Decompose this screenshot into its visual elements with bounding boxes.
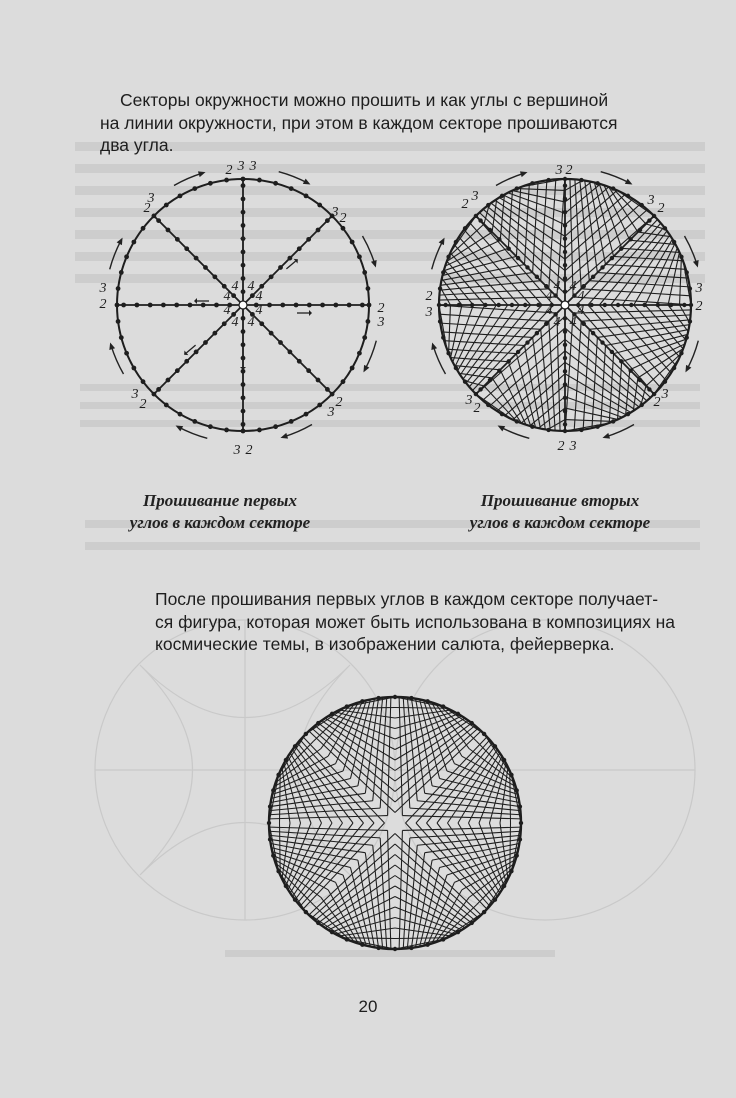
- label-inner-4: 4: [247, 315, 255, 331]
- label-outer: 2: [99, 297, 107, 313]
- label-outer: 2: [657, 201, 665, 217]
- label-inner-4: 4: [577, 303, 585, 319]
- circle-stitch-point: [316, 721, 320, 725]
- circle-stitch-point: [470, 921, 474, 925]
- circle-stitch-point: [271, 853, 275, 857]
- circle-stitch-point: [519, 821, 523, 825]
- circle-stitch-point: [509, 869, 513, 873]
- label-outer: 2: [335, 395, 343, 411]
- caption-first-angles-line2: углов в каждом секторе: [129, 513, 311, 532]
- label-outer: 2: [245, 443, 253, 459]
- label-outer: 3: [425, 305, 433, 321]
- circle-stitch-point: [284, 758, 288, 762]
- label-outer: 2: [425, 289, 433, 305]
- flower-thread: [343, 938, 395, 939]
- circle-stitch-point: [493, 898, 497, 902]
- circle-stitch-point: [425, 943, 429, 947]
- label-inner-4: 4: [545, 303, 553, 319]
- circle-stitch-point: [393, 947, 397, 951]
- label-outer: 2: [557, 439, 565, 455]
- flower-thread: [443, 912, 484, 939]
- flower-thread: [306, 707, 347, 734]
- circle-stitch-point: [330, 930, 334, 934]
- label-outer: 3: [131, 387, 139, 403]
- intro-line-1: Секторы окружности можно прошить и как углы с вершиной: [120, 90, 609, 110]
- flower-thread: [280, 771, 281, 823]
- flower-thread: [395, 708, 447, 709]
- circle-stitch-point: [502, 884, 506, 888]
- circle-stitch-point: [345, 937, 349, 941]
- label-outer: 3: [249, 159, 257, 175]
- label-outer: 2: [653, 395, 661, 411]
- label-outer: 3: [661, 387, 669, 403]
- flower-thread: [510, 823, 511, 875]
- flower-thread: [343, 708, 395, 709]
- circle-stitch-point: [441, 937, 445, 941]
- circle-stitch-point: [316, 921, 320, 925]
- label-outer: 3: [377, 315, 385, 331]
- label-outer: 3: [647, 193, 655, 209]
- result-paragraph: [155, 588, 705, 656]
- label-inner-4: 4: [231, 279, 239, 295]
- circle-stitch-point: [425, 699, 429, 703]
- circle-stitch-point: [409, 696, 413, 700]
- flower-thread: [279, 871, 306, 912]
- flower-thread: [443, 707, 484, 734]
- caption-second-angles-line1: Прошивание вторых: [480, 491, 640, 510]
- result-line-1: После прошивания первых углов в каждом секторе получает-: [155, 589, 659, 609]
- label-outer: 3: [331, 205, 339, 221]
- flower-thread: [279, 734, 306, 775]
- flower-thread: [484, 734, 511, 775]
- label-inner-4: 4: [553, 315, 561, 331]
- flower-thread: [280, 823, 281, 875]
- label-outer: 3: [471, 189, 479, 205]
- circle-stitch-point: [393, 695, 397, 699]
- flower-thread: [484, 871, 511, 912]
- circle-stitch-point: [456, 930, 460, 934]
- label-outer: 3: [147, 191, 155, 207]
- circle-stitch-point: [330, 712, 334, 716]
- circle-stitch-point: [284, 884, 288, 888]
- circle-stitch-point: [482, 910, 486, 914]
- circle-stitch-point: [509, 773, 513, 777]
- circle-stitch-point: [268, 837, 272, 841]
- circle-stitch-point: [304, 910, 308, 914]
- label-outer: 3: [569, 439, 577, 455]
- label-outer: 2: [225, 163, 233, 179]
- label-outer: 2: [461, 197, 469, 213]
- page-number: 20: [358, 997, 378, 1016]
- label-outer: 3: [233, 443, 241, 459]
- flower-thread: [395, 938, 447, 939]
- label-outer: 2: [143, 201, 151, 217]
- circle-stitch-point: [376, 696, 380, 700]
- circle-stitch-point: [518, 837, 522, 841]
- result-line-2: ся фигура, которая может быть использована в композициях на: [155, 611, 676, 632]
- label-outer: 2: [695, 299, 703, 315]
- label-outer: 3: [99, 281, 107, 297]
- circle-stitch-point: [515, 788, 519, 792]
- circle-stitch-point: [515, 853, 519, 857]
- circle-stitch-point: [271, 788, 275, 792]
- circle-stitch-point: [360, 943, 364, 947]
- label-outer: 3: [465, 393, 473, 409]
- circle-stitch-point: [493, 744, 497, 748]
- label-inner-4: 4: [577, 289, 585, 305]
- caption-first-angles: [100, 490, 340, 534]
- circle-stitch-point: [456, 712, 460, 716]
- intro-line-3: два угла.: [100, 135, 174, 155]
- circle-stitch-point: [345, 704, 349, 708]
- circle-stitch-point: [276, 773, 280, 777]
- circle-stitch-point: [360, 699, 364, 703]
- flower-thread: [510, 771, 511, 823]
- flower-thread: [306, 912, 347, 939]
- label-outer: 3: [327, 405, 335, 421]
- caption-second-angles-line2: углов в каждом секторе: [469, 513, 651, 532]
- label-outer: 3: [555, 163, 563, 179]
- circle-stitch-point: [482, 732, 486, 736]
- caption-first-angles-line1: Прошивание первых: [143, 491, 297, 510]
- label-outer: 2: [139, 397, 147, 413]
- label-inner-4: 4: [545, 289, 553, 305]
- circle-stitch-point: [470, 721, 474, 725]
- circle-stitch-point: [267, 821, 271, 825]
- result-line-3: космические темы, в изображении салюта, фейерверка.: [155, 634, 615, 654]
- label-outer: 3: [237, 159, 245, 175]
- label-outer: 2: [377, 301, 385, 317]
- intro-line-2: на линии окружности, при этом в каждом секторе прошиваются: [100, 112, 618, 133]
- label-outer: 3: [695, 281, 703, 297]
- label-inner-4: 4: [247, 279, 255, 295]
- label-outer: 2: [339, 211, 347, 227]
- circle-stitch-point: [276, 869, 280, 873]
- circle-stitch-point: [293, 744, 297, 748]
- circle-stitch-point: [304, 732, 308, 736]
- label-outer: 2: [565, 163, 573, 179]
- circle-stitch-point: [441, 704, 445, 708]
- label-inner-4: 4: [255, 289, 263, 305]
- label-inner-4: 4: [223, 289, 231, 305]
- label-outer: 2: [473, 401, 481, 417]
- label-inner-4: 4: [553, 279, 561, 295]
- label-inner-4: 4: [231, 315, 239, 331]
- circle-stitch-point: [376, 946, 380, 950]
- circle-stitch-point: [518, 804, 522, 808]
- circle-stitch-point: [268, 804, 272, 808]
- label-inner-4: 4: [255, 303, 263, 319]
- label-inner-4: 4: [223, 303, 231, 319]
- caption-second-angles: [440, 490, 680, 534]
- circle-stitch-point: [293, 898, 297, 902]
- label-inner-4: 4: [569, 315, 577, 331]
- label-inner-4: 4: [569, 279, 577, 295]
- circle-stitch-point: [409, 946, 413, 950]
- circle-stitch-point: [502, 758, 506, 762]
